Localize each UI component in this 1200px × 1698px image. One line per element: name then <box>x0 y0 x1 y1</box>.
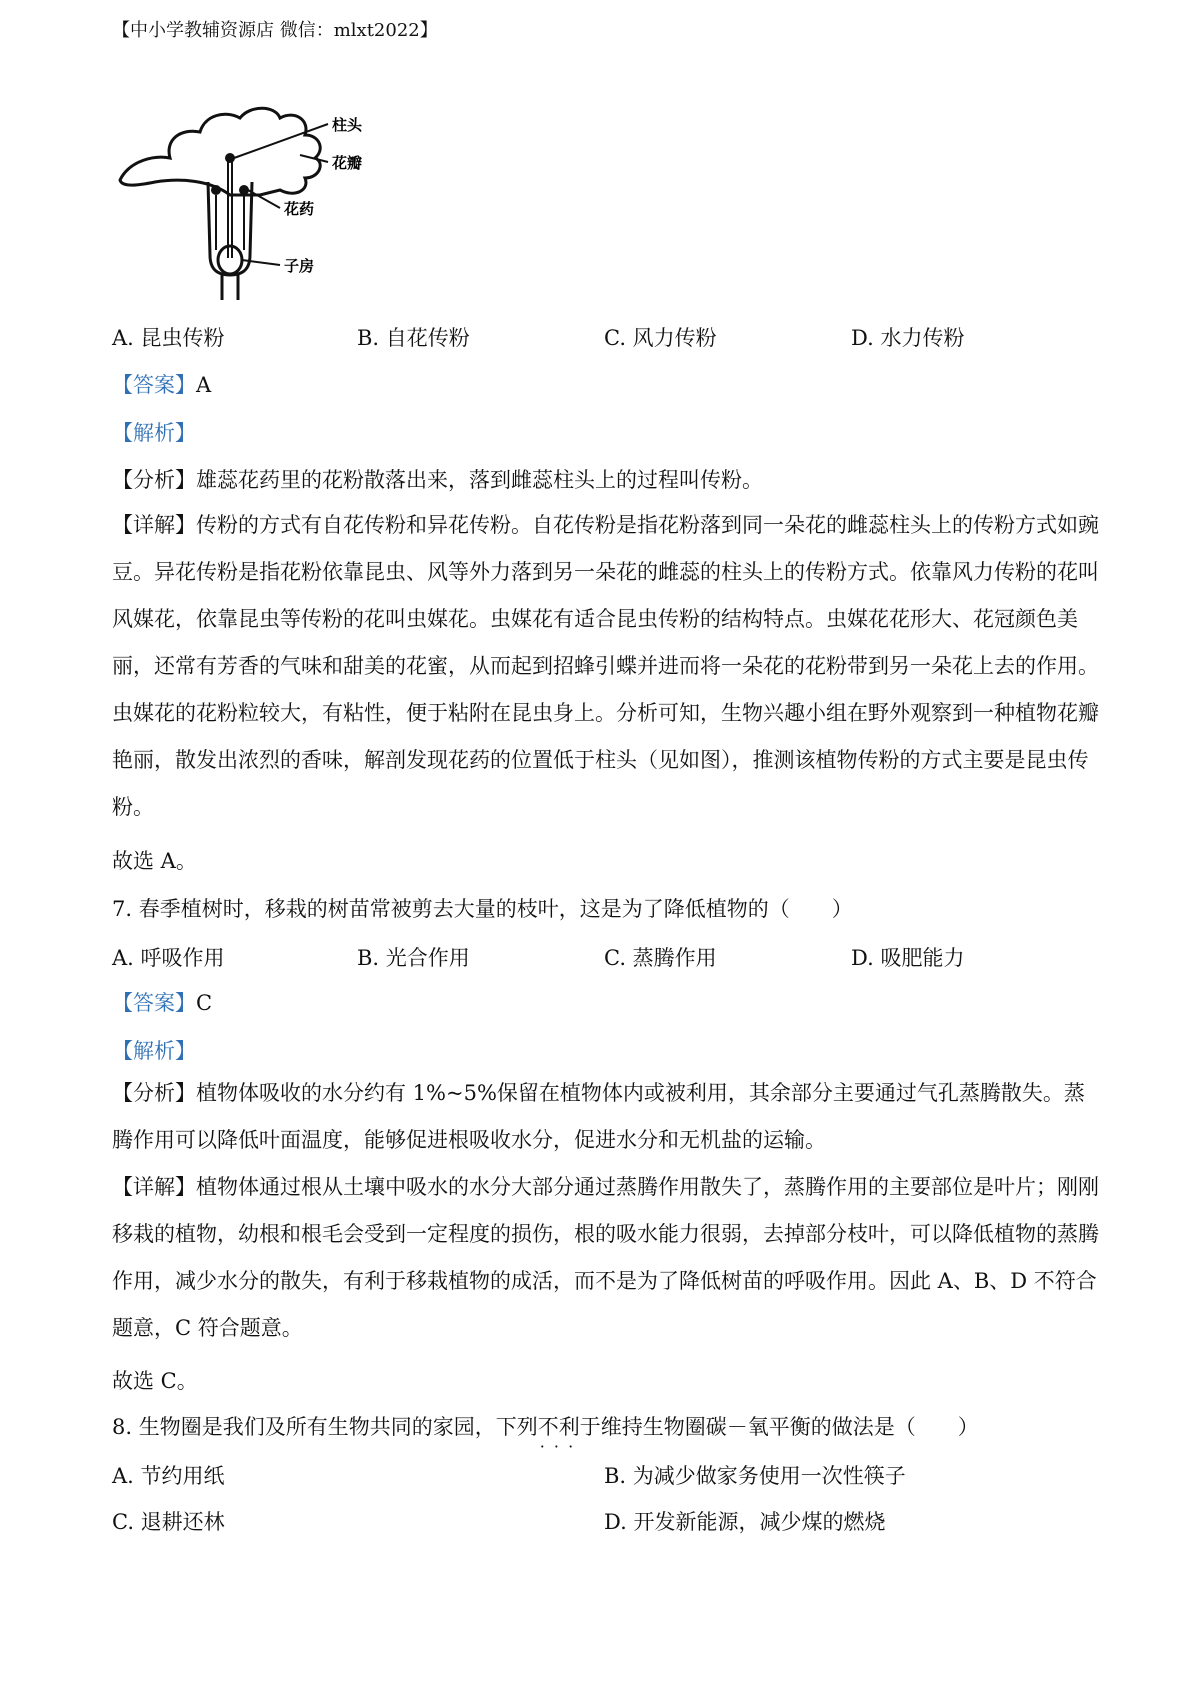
label-stigma: 柱头 <box>332 116 363 134</box>
q6-guxuan: 故选 A。 <box>112 849 197 873</box>
q7-option-d: D. 吸肥能力 <box>851 946 965 970</box>
label-ovary: 子房 <box>284 257 315 275</box>
xiangjie-tag: 【详解】 <box>112 513 196 537</box>
q6-option-a: A. 昆虫传粉 <box>112 326 225 350</box>
fenxi-text: 植物体吸收的水分约有 1%~5%保留在植物体内或被利用，其余部分主要通过气孔蒸腾散失。蒸腾作用可以降低叶面温度，能够促进根吸收水分，促进水分和无机盐的运输。 <box>112 1081 1085 1152</box>
q6-answer: A <box>196 373 212 397</box>
fenxi-tag: 【分析】 <box>112 1081 196 1105</box>
q6-answer-line <box>112 370 211 400</box>
q8-option-a: A. 节约用纸 <box>112 1464 225 1488</box>
q8-stem <box>112 1412 979 1442</box>
q7-option-c: C. 蒸腾作用 <box>604 946 717 970</box>
xiangjie-text: 传粉的方式有自花传粉和异花传粉。自花传粉是指花粉落到同一朵花的雌蕊柱头上的传粉方式如豌豆。异花传粉是指花粉依靠昆虫、风等外力落到另一朵花的雌蕊的柱头上的传粉方式。依靠风力传粉的花叫风媒花，依靠昆虫等传粉的花叫虫媒花。虫媒花有适合昆虫传粉的结构特点。虫媒花花形大、花冠颜色美丽，还常有芳香的气味和甜美的花蜜，从而起到招蜂引蝶并进而将一朵花的花粉带到另一朵花上去的作用。虫媒花的花粉粒较大，有粘性，便于粘附在昆虫身上。分析可知，生物兴趣小组在野外观察到一种植物花瓣艳丽，散发出浓烈的香味，解剖发现花药的位置低于柱头（见如图），推测该植物传粉的方式主要是昆虫传粉。 <box>112 513 1099 819</box>
q7-jiexi: 【解析】 <box>112 1039 196 1063</box>
xiangjie-text: 植物体通过根从土壤中吸水的水分大部分通过蒸腾作用散失了，蒸腾作用的主要部位是叶片；刚刚移栽的植物，幼根和根毛会受到一定程度的损伤，根的吸水能力很弱，去掉部分枝叶，可以降低植物的蒸腾作用，减少水分的散失，有利于移栽植物的成活，而不是为了降低树苗的呼吸作用。因此 A、B、D 不符合题意，C 符合题意。 <box>112 1175 1099 1340</box>
q7-answer: C <box>196 991 213 1015</box>
q7-guxuan: 故选 C。 <box>112 1369 198 1393</box>
q7-xiangjie <box>112 1164 1102 1352</box>
q8-stem-emphasis: 不利于 · · · <box>538 1412 601 1442</box>
q7-stem: 7. 春季植树时，移栽的树苗常被剪去大量的枝叶，这是为了降低植物的（ ） <box>112 897 853 921</box>
q7-fenxi <box>112 1070 1102 1164</box>
answer-tag: 【答案】 <box>112 373 196 397</box>
q6-option-b: B. 自花传粉 <box>357 326 470 350</box>
q8-stem-post: 维持生物圈碳－氧平衡的做法是（ ） <box>600 1415 979 1439</box>
answer-tag: 【答案】 <box>112 991 196 1015</box>
label-petal: 花瓣 <box>332 154 363 172</box>
q8-option-b: B. 为减少做家务使用一次性筷子 <box>604 1464 906 1488</box>
xiangjie-tag: 【详解】 <box>112 1175 196 1199</box>
q7-option-a: A. 呼吸作用 <box>112 946 225 970</box>
q6-xiangjie <box>112 502 1102 831</box>
flower-diagram <box>110 100 430 300</box>
q8-stem-pre: 8. 生物圈是我们及所有生物共同的家园，下列 <box>112 1415 538 1439</box>
label-anther: 花药 <box>284 200 315 218</box>
fenxi-tag: 【分析】 <box>112 468 196 492</box>
q6-fenxi <box>112 465 763 495</box>
q8-option-d: D. 开发新能源，减少煤的燃烧 <box>604 1510 886 1534</box>
page-header: 【中小学教辅资源店 微信：mlxt2022】 <box>112 20 438 41</box>
q8-option-c: C. 退耕还林 <box>112 1510 225 1534</box>
q6-option-d: D. 水力传粉 <box>851 326 965 350</box>
fenxi-text: 雄蕊花药里的花粉散落出来，落到雌蕊柱头上的过程叫传粉。 <box>196 468 763 492</box>
q6-option-c: C. 风力传粉 <box>604 326 717 350</box>
q7-answer-line <box>112 988 212 1018</box>
q6-jiexi: 【解析】 <box>112 421 196 445</box>
q7-option-b: B. 光合作用 <box>357 946 470 970</box>
